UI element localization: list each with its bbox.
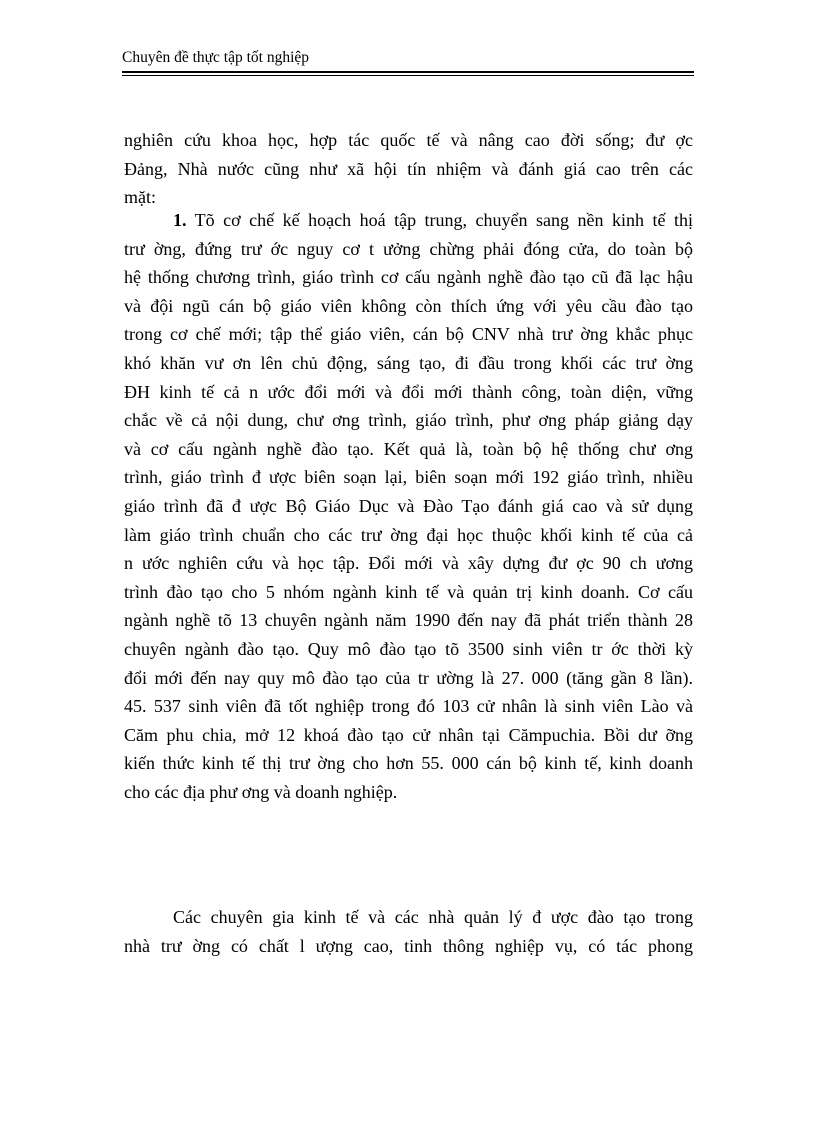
- paragraph-numbered-1: [124, 206, 693, 806]
- text-line: nghiên cứu khoa học, hợp tác quốc tế và nâng cao đời sống; đư ợc: [124, 130, 693, 150]
- header-title: Chuyên đề thực tập tốt nghiệp: [122, 49, 310, 66]
- text-line: giáo trình đã đ ược Bộ Giáo Dục và Đào Tạo đánh giá cao và sử dụng: [124, 495, 693, 516]
- text-line: trong cơ chế mới; tập thể giáo viên, cán bộ CNV nhà trư ờng khắc phục: [124, 324, 693, 345]
- text-line: làm giáo trình chuẩn cho các trư ờng đại học thuộc khối kinh tế của cả: [124, 524, 693, 545]
- text-line-content: Tõ cơ chế kế hoạch hoá tập trung, chuyển sang nền kinh tế thị: [194, 210, 693, 230]
- text-line: đổi mới đến nay quy mô đào tạo của tr ường là 27. 000 (tăng gần 8 lần).: [124, 667, 693, 688]
- text-line: 45. 537 sinh viên đã tốt nghiệp trong đó 103 cử nhân là sinh viên Lào và: [124, 696, 693, 717]
- text-line: Đảng, Nhà nước cũng như xã hội tín nhiệm và đánh giá cao trên các: [124, 158, 693, 179]
- page-header: [122, 48, 694, 70]
- text-line: trình đào tạo cho 5 nhóm ngành kinh tế và quản trị kinh doanh. Cơ cấu: [124, 581, 693, 602]
- text-line: hệ thống chương trình, giáo trình cơ cấu ngành nghề đào tạo cũ đã lạc hậu: [124, 267, 693, 288]
- header-rule-thin: [122, 75, 694, 76]
- text-line: trư ờng, đứng trư ớc nguy cơ t ưởng chừng phải đóng cửa, do toàn bộ: [124, 238, 693, 259]
- text-line-first: Các chuyên gia kinh tế và các nhà quản lý đ ược đào tạo trong: [173, 907, 693, 927]
- text-line: Căm phu chia, mở 12 khoá đào tạo cử nhân tại Cămpuchia. Bồi dư ỡng: [124, 724, 693, 745]
- text-line: chắc về cả nội dung, chư ơng trình, giáo trình, phư ơng pháp giảng dạy: [124, 410, 693, 431]
- text-line: trình, giáo trình đ ược biên soạn lại, biên soạn mới 192 giáo trình, nhiều: [124, 467, 693, 488]
- item-number: 1.: [173, 210, 187, 230]
- text-line: ngành nghề tõ 13 chuyên ngành năm 1990 đến nay đã phát triển thành 28: [124, 610, 693, 631]
- text-line: và cơ cấu ngành nghề đào tạo. Kết quả là, toàn bộ hệ thống chư ơng: [124, 438, 693, 459]
- text-line: n ước nghiên cứu và học tập. Đổi mới và xây dựng đư ợc 90 ch ương: [124, 553, 693, 574]
- text-line: khó khăn vư ơn lên chủ động, sáng tạo, đi đầu trong khối các trư ờng: [124, 352, 693, 373]
- paragraph-continuation: [124, 126, 693, 212]
- text-line: chuyên ngành đào tạo. Quy mô đào tạo tõ 3500 sinh viên tr ớc thời kỳ: [124, 638, 693, 659]
- text-line: nhà trư ờng có chất l ượng cao, tinh thông nghiệp vụ, có tác phong: [124, 935, 693, 956]
- text-line: cho các địa phư ơng và doanh nghiệp.: [124, 781, 398, 802]
- text-line: ĐH kinh tế cả n ước đổi mới và đổi mới thành công, toàn diện, vững: [124, 381, 693, 402]
- header-rule-thick: [122, 71, 694, 73]
- text-line: kiến thức kinh tế thị trư ờng cho hơn 55. 000 cán bộ kinh tế, kinh doanh: [124, 753, 693, 774]
- text-line: mặt:: [124, 187, 156, 208]
- text-line-first: [124, 206, 693, 235]
- paragraph-experts: [124, 903, 693, 960]
- text-line: và đội ngũ cán bộ giáo viên không còn thích ứng với yêu cầu đào tạo: [124, 295, 693, 316]
